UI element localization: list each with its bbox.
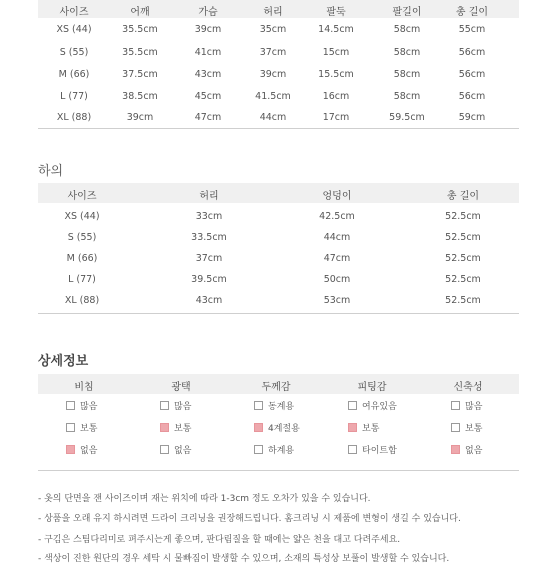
table-cell: 59cm bbox=[458, 112, 486, 123]
checked-box-icon bbox=[254, 423, 263, 432]
option-item bbox=[160, 421, 191, 434]
option-item bbox=[66, 421, 97, 434]
checked-box-icon bbox=[66, 445, 75, 454]
table-cell: 39cm bbox=[259, 69, 287, 80]
table-cell: 41cm bbox=[194, 47, 222, 58]
checkbox-icon bbox=[66, 423, 75, 432]
table-cell: 44cm bbox=[259, 112, 287, 123]
option-item bbox=[451, 399, 482, 412]
table-header-cell: 사이즈 bbox=[59, 7, 89, 18]
option-item bbox=[254, 399, 294, 412]
table-cell: 35.5cm bbox=[122, 47, 158, 58]
care-note: - 옷의 단면을 잰 사이즈이며 재는 위치에 따라 1-3cm 정도 오차가 있을 수 있습니다. bbox=[38, 494, 371, 504]
table-cell: 43cm bbox=[195, 295, 223, 306]
option-label: 여유있음 bbox=[362, 402, 397, 412]
option-label: 많음 bbox=[174, 402, 192, 412]
option-item bbox=[348, 399, 397, 412]
checkbox-icon bbox=[160, 401, 169, 410]
option-label: 동계용 bbox=[268, 402, 295, 412]
option-label: 4계절용 bbox=[268, 424, 300, 434]
table-cell: 47cm bbox=[323, 253, 351, 264]
checkbox-icon bbox=[160, 445, 169, 454]
care-note: - 상품을 오래 유지 하시려면 드라이 크리닝을 권장해드립니다. 홈크리닝 시 제품에 변형이 생길 수 있습니다. bbox=[38, 514, 461, 524]
table-cell: 37.5cm bbox=[122, 69, 158, 80]
table-cell: 56cm bbox=[458, 47, 486, 58]
table-cell: 35.5cm bbox=[122, 24, 158, 35]
option-label: 보통 bbox=[465, 424, 483, 434]
table-cell: 35cm bbox=[259, 24, 287, 35]
option-item bbox=[160, 399, 191, 412]
table-cell: 50cm bbox=[323, 274, 351, 285]
option-label: 없음 bbox=[80, 446, 98, 456]
option-label: 타이트함 bbox=[362, 446, 397, 456]
table-header-cell: 광택 bbox=[171, 382, 191, 393]
table-cell: 58cm bbox=[393, 91, 421, 102]
table-cell: M (66) bbox=[66, 253, 98, 264]
table-header-cell: 총 길이 bbox=[455, 7, 489, 18]
care-note: - 색상이 진한 원단의 경우 세탁 시 물빠짐이 발생할 수 있으며, 소재의 특성상 보풀이 발생할 수 있습니다. bbox=[38, 554, 450, 564]
option-label: 하계용 bbox=[268, 446, 295, 456]
checkbox-icon bbox=[66, 401, 75, 410]
table-cell: 52.5cm bbox=[445, 232, 481, 243]
checkbox-icon bbox=[451, 423, 460, 432]
option-item bbox=[451, 443, 482, 456]
option-label: 없음 bbox=[465, 446, 483, 456]
table-cell: 47cm bbox=[194, 112, 222, 123]
table-cell: 14.5cm bbox=[318, 24, 354, 35]
checkbox-icon bbox=[254, 401, 263, 410]
table-cell: 16cm bbox=[322, 91, 350, 102]
table-cell: 39.5cm bbox=[191, 274, 227, 285]
checkbox-icon bbox=[254, 445, 263, 454]
table-cell: 58cm bbox=[393, 69, 421, 80]
table-cell: 17cm bbox=[322, 112, 350, 123]
table-bottom-border bbox=[38, 128, 519, 129]
table-cell: 52.5cm bbox=[445, 295, 481, 306]
table-cell: S (55) bbox=[67, 232, 97, 243]
table-cell: 15.5cm bbox=[318, 69, 354, 80]
table-cell: 52.5cm bbox=[445, 274, 481, 285]
table-cell: 45cm bbox=[194, 91, 222, 102]
option-item bbox=[348, 443, 397, 456]
table-cell: 52.5cm bbox=[445, 211, 481, 222]
option-item bbox=[254, 443, 294, 456]
bottom-section-title: 하의 bbox=[38, 164, 64, 179]
notes-divider bbox=[38, 470, 519, 471]
table-cell: 58cm bbox=[393, 24, 421, 35]
table-cell: 59.5cm bbox=[389, 112, 425, 123]
table-cell: 39cm bbox=[126, 112, 154, 123]
table-cell: L (77) bbox=[68, 274, 96, 285]
checkbox-icon bbox=[348, 401, 357, 410]
option-label: 없음 bbox=[174, 446, 192, 456]
option-label: 보통 bbox=[174, 424, 192, 434]
option-item bbox=[254, 421, 300, 434]
checked-box-icon bbox=[348, 423, 357, 432]
option-label: 보통 bbox=[80, 424, 98, 434]
table-cell: XL (88) bbox=[56, 112, 92, 123]
table-cell: 56cm bbox=[458, 69, 486, 80]
option-label: 많음 bbox=[80, 402, 98, 412]
table-cell: 43cm bbox=[194, 69, 222, 80]
table-header-cell: 가슴 bbox=[198, 7, 218, 18]
checked-box-icon bbox=[451, 445, 460, 454]
checkbox-icon bbox=[348, 445, 357, 454]
table-cell: 58cm bbox=[393, 47, 421, 58]
table-header-cell: 피팅감 bbox=[357, 382, 387, 393]
option-item bbox=[348, 421, 379, 434]
details-section-title: 상세정보 bbox=[38, 354, 89, 369]
table-header-cell: 팔길이 bbox=[392, 7, 422, 18]
table-header-cell: 허리 bbox=[263, 7, 283, 18]
option-item bbox=[66, 443, 97, 456]
option-label: 많음 bbox=[465, 402, 483, 412]
table-header-cell: 사이즈 bbox=[67, 191, 97, 202]
table-cell: 33.5cm bbox=[191, 232, 227, 243]
checkbox-icon bbox=[451, 401, 460, 410]
option-item bbox=[451, 421, 482, 434]
table-cell: S (55) bbox=[59, 47, 89, 58]
table-cell: 44cm bbox=[323, 232, 351, 243]
table-cell: 38.5cm bbox=[122, 91, 158, 102]
care-note: - 구김은 스팀다리미로 펴주시는게 좋으며, 판다림질을 할 때에는 얇은 천을 대고 다려주세요. bbox=[38, 535, 401, 545]
table-cell: M (66) bbox=[58, 69, 90, 80]
table-cell: 39cm bbox=[194, 24, 222, 35]
table-cell: 33cm bbox=[195, 211, 223, 222]
table-header-cell: 허리 bbox=[199, 191, 219, 202]
option-item bbox=[66, 399, 97, 412]
table-cell: XL (88) bbox=[64, 295, 100, 306]
table-cell: 37cm bbox=[195, 253, 223, 264]
table-header-cell: 어깨 bbox=[130, 7, 150, 18]
table-cell: 15cm bbox=[322, 47, 350, 58]
table-header-cell: 신축성 bbox=[453, 382, 483, 393]
table-cell: 42.5cm bbox=[319, 211, 355, 222]
table-cell: 37cm bbox=[259, 47, 287, 58]
option-label: 보통 bbox=[362, 424, 380, 434]
table-cell: L (77) bbox=[60, 91, 88, 102]
checked-box-icon bbox=[160, 423, 169, 432]
table-cell: XS (44) bbox=[64, 211, 100, 222]
table-cell: 53cm bbox=[323, 295, 351, 306]
table-cell: XS (44) bbox=[56, 24, 92, 35]
table-cell: 52.5cm bbox=[445, 253, 481, 264]
table-header-cell: 엉덩이 bbox=[322, 191, 352, 202]
table-cell: 55cm bbox=[458, 24, 486, 35]
table-header-cell: 비침 bbox=[74, 382, 94, 393]
table-cell: 56cm bbox=[458, 91, 486, 102]
table-header-cell: 총 길이 bbox=[446, 191, 480, 202]
table-cell: 41.5cm bbox=[255, 91, 291, 102]
option-item bbox=[160, 443, 191, 456]
table-header-cell: 두께감 bbox=[261, 382, 291, 393]
table-header-cell: 팔둑 bbox=[326, 7, 346, 18]
table-bottom-border bbox=[38, 313, 519, 314]
